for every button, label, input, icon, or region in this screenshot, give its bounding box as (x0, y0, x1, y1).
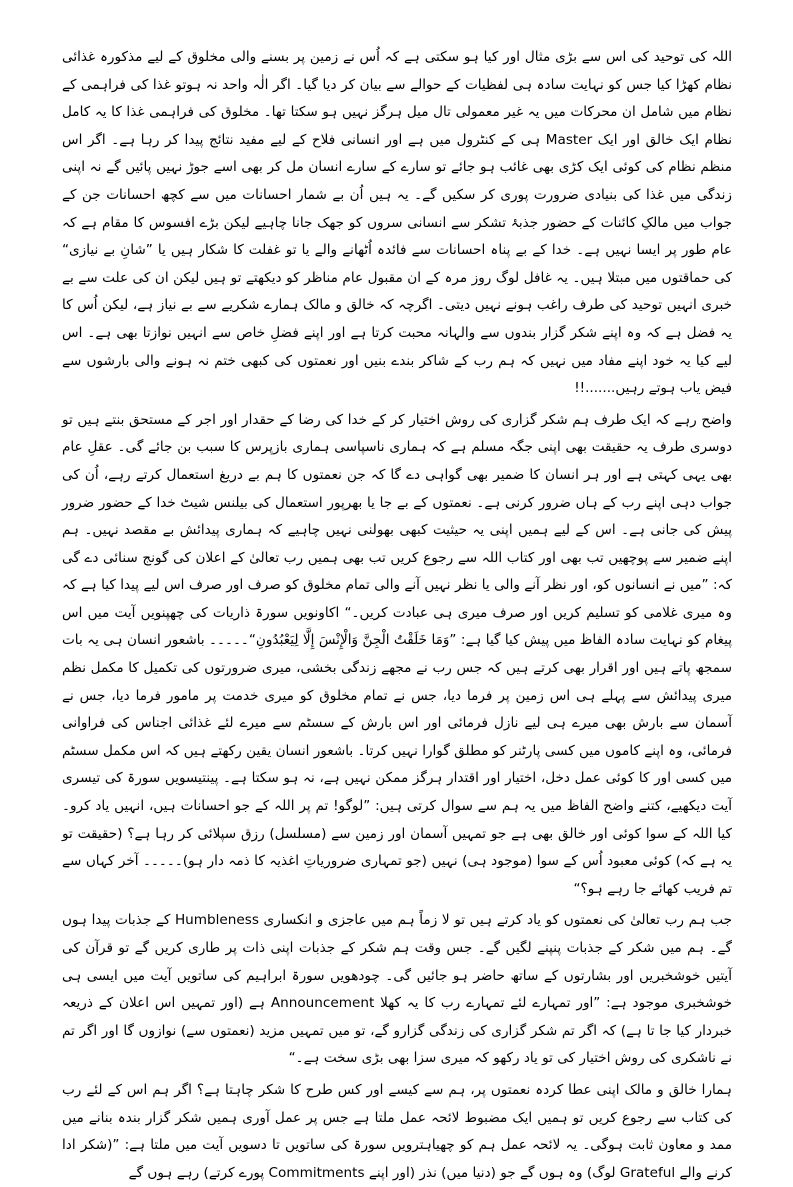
paragraph-2: واضح رہے کہ ایک طرف ہم شکر گزاری کی روش اختیار کر کے خدا کی رضا کے حقدار اور اجر کے مستحق بنتے ہیں تو دوسری طرف یہ حقیقت بھی اپنی جگہ مسلم ہے کہ ہماری ناسپاسی ہماری بازپرس کا سبب بن جائے گی۔ عقلِ عام بھی یہی کہتی ہے اور ہر انسان کا ضمیر بھی گواہی دے گا کہ جن نعمتوں کا ہم بے دریغ استعمال کرتے رہے، اُن کی جواب دہی اپنے رب کے ہاں ضرور کرنی ہے۔ نعمتوں کے بے جا یا بھرپور استعمال کی بیلنس شیٹ خدا کے حضور ضرور پیش کی جانی ہے۔ اس کے لیے ہمیں اپنی یہ حیثیت کبھی بھولنی نہیں چاہیے کہ ہماری پیدائش بے مقصد نہیں۔ ہم اپنے ضمیر سے پوچھیں تب بھی اور کتاب اللہ سے رجوع کریں تب بھی ہمیں رب تعالیٰ کے اعلان کی گونج سنائی دے گی کہ: ”میں نے انسانوں کو، اور نظر آنے والی یا نظر نہیں آنے والی تمام مخلوق کو صرف اور صرف اس لیے پیدا کیا ہے کہ وہ میری غلامی کو تسلیم کریں اور صرف میری ہی عبادت کریں۔“ اکاونویں سورۃ ذاریات کی چھپنویں آیت میں اس پیغام کو نہایت سادہ الفاظ میں پیش کیا گیا ہے: ”وَمَا خَلَقْتُ الْجِنَّ وَالْإِنْسَ إِلَّا لِيَعْبُدُونِ“۔۔۔۔۔ باشعور انسان ہی یہ بات سمجھ پاتے ہیں اور اقرار بھی کرتے ہیں کہ جس رب نے مجھے زندگی بخشی، میری ضرورتوں کی تکمیل کا مکمل نظم میری پیدائش سے پہلے ہی اس زمین پر فرما دیا، جس نے تمام مخلوق کو میری خدمت پر مامور فرما دیا، جس نے آسمان سے بارش بھی میرے ہی لیے نازل فرمائی اور اس بارش کے سسٹم سے میرے لئے غذائی اجناس کی فراوانی فرمائی، وہ اپنے کاموں میں کسی پارٹنر کو مطلق گوارا نہیں کرتا۔ باشعور انسان یقین رکھتے ہیں کہ اس مکمل سسٹم میں کسی اور کا کوئی عمل دخل، اختیار اور اقتدار ہرگز ممکن نہیں ہے، نہ ہو سکتا ہے۔ پینتیسویں سورۃ کی تیسری آیت دیکھیے، کتنے واضح الفاظ میں یہ ہم سے سوال کرتی ہیں: ”لوگو! تم پر اللہ کے جو احسانات ہیں، انہیں یاد کرو۔ کیا اللہ کے سوا کوئی اور خالق بھی ہے جو تمہیں آسمان اور زمین سے (مسلسل) رزق سپلائی کر رہا ہے؟ (حقیقت تو یہ ہے کہ) کوئی معبود اُس کے سوا (موجود ہی) نہیں (جو تمہاری ضروریاتِ اغذیہ کا ذمہ دار ہو)۔۔۔۔۔ آخر کہاں سے تم فریب کھائے جا رہے ہو؟“ (62, 411, 732, 897)
paragraph-3: جب ہم رب تعالیٰ کی نعمتوں کو یاد کرتے ہیں تو لا زماً ہم میں عاجزی و انکساری Humbleness کے جذبات پیدا ہوں گے۔ ہم میں شکر کے جذبات پنپنے لگیں گے۔ جس وقت ہم شکر کے جذبات اپنی ذات پر طاری کریں گے تو قرآن کی آیتیں خوشخبریں اور بشارتوں کے ساتھ حاضر ہو جائیں گی۔ چودھویں سورۃ ابراہیم کی ساتویں آیت میں ایسی ہی خوشخبری موجود ہے: ”اور تمہارے لئے تمہارے رب کا یہ کھلا Announcement ہے (اور تمہیں اس اعلان کے ذریعہ خبردار کیا جا تا ہے) کہ اگر تم شکر گزاری کی زندگی گزارو گے، تو میں تمہیں مزید (نعمتوں سے) نوازوں گا اور اگر تم نے ناشکری کی روش اختیار کی تو یاد رکھو کہ میری سزا بھی بڑی سخت ہے۔“ (62, 912, 732, 1067)
paragraph-4: ہمارا خالق و مالک اپنی عطا کردہ نعمتوں پر، ہم سے کیسے اور کس طرح کا شکر چاہتا ہے؟ اگر ہم اس کے لئے رب کی کتاب سے رجوع کریں تو ہمیں ایک مضبوط لائحہ عمل ملتا ہے جس پر عمل آوری ہمیں شکر گزار بندہ بنانے میں ممد و معاون ثابت ہوگی۔ یہ لائحہ عمل ہم کو چھیاہترویں سورۃ کی ساتویں تا دسویں آیت میں ملتا ہے: ”(شکر ادا کرنے والے Grateful لوگ) وہ ہوں گے جو (دنیا میں) نذر (اور اپنے Commitments پورے کرتے) رہے ہوں گے (62, 1081, 732, 1181)
paragraph-1: اللہ کی توحید کی اس سے بڑی مثال اور کیا ہو سکتی ہے کہ اُس نے زمین پر بسنے والی مخلوق کے لیے مذکورہ غذائی نظام کھڑا کیا جس کو نہایت سادہ ہی لفظیات کے حوالے سے بیان کر دیا گیا۔ اگر الٰہ واحد نہ ہوتو غذا کی فراہمی کے نظام میں شامل ان محرکات میں یہ غیر معمولی تال میل ہرگز نہیں ہو سکتا تھا۔ مخلوق کی فراہمی غذا کا یہ کامل نظام ایک خالق اور ایک Master ہی کے کنٹرول میں ہے اور انسانی فلاح کے لیے مفید نتائج پیدا کر رہا ہے۔ اگر اس منظم نظام کی کوئی ایک کڑی بھی غائب ہو جائے تو سارے کے سارے انسان مل کر بھی اسے جوڑ نہیں پائیں گے نہ اپنی زندگی میں غذا کی بنیادی ضرورت پوری کر سکیں گے۔ یہ ہیں اُن بے شمار احسانات میں سے کچھ احسانات جن کے جواب میں مالکِ کائنات کے حضور جذبۂ تشکر سے انسانی سروں کو جھک جانا چاہیے لیکن بڑے افسوس کا مقام ہے کہ عام طور پر ایسا نہیں ہے۔ خدا کے بے پناہ احسانات سے فائدہ اُٹھانے والے یا تو غفلت کا شکار ہیں یا ”شانِ بے نیازی“ کی حماقتوں میں مبتلا ہیں۔ یہ غافل لوگ روز مرہ کے ان مقبول عام مناظر کو دیکھتے تو ہیں لیکن ان کی علت سے بے خبری انہیں توحید کی طرف راغب ہونے نہیں دیتی۔ اگرچہ کہ خالق و مالک ہمارے شکریے سے بے نیاز ہے، لیکن اُس کا یہ فضل ہے کہ وہ اپنے شکر گزار بندوں سے والہانہ محبت کرتا ہے اور اپنے فضلِ خاص سے انہیں نوازتا بھی ہے۔ اس لیے کیا یہ خود اپنے مفاد میں نہیں کہ ہم رب کے شاکر بندے بنیں اور نعمتوں کی کبھی ختم نہ ہونے والی بارشوں سے فیض یاب ہوتے رہیں.......!! (62, 49, 732, 397)
document-page (62, 44, 732, 1181)
